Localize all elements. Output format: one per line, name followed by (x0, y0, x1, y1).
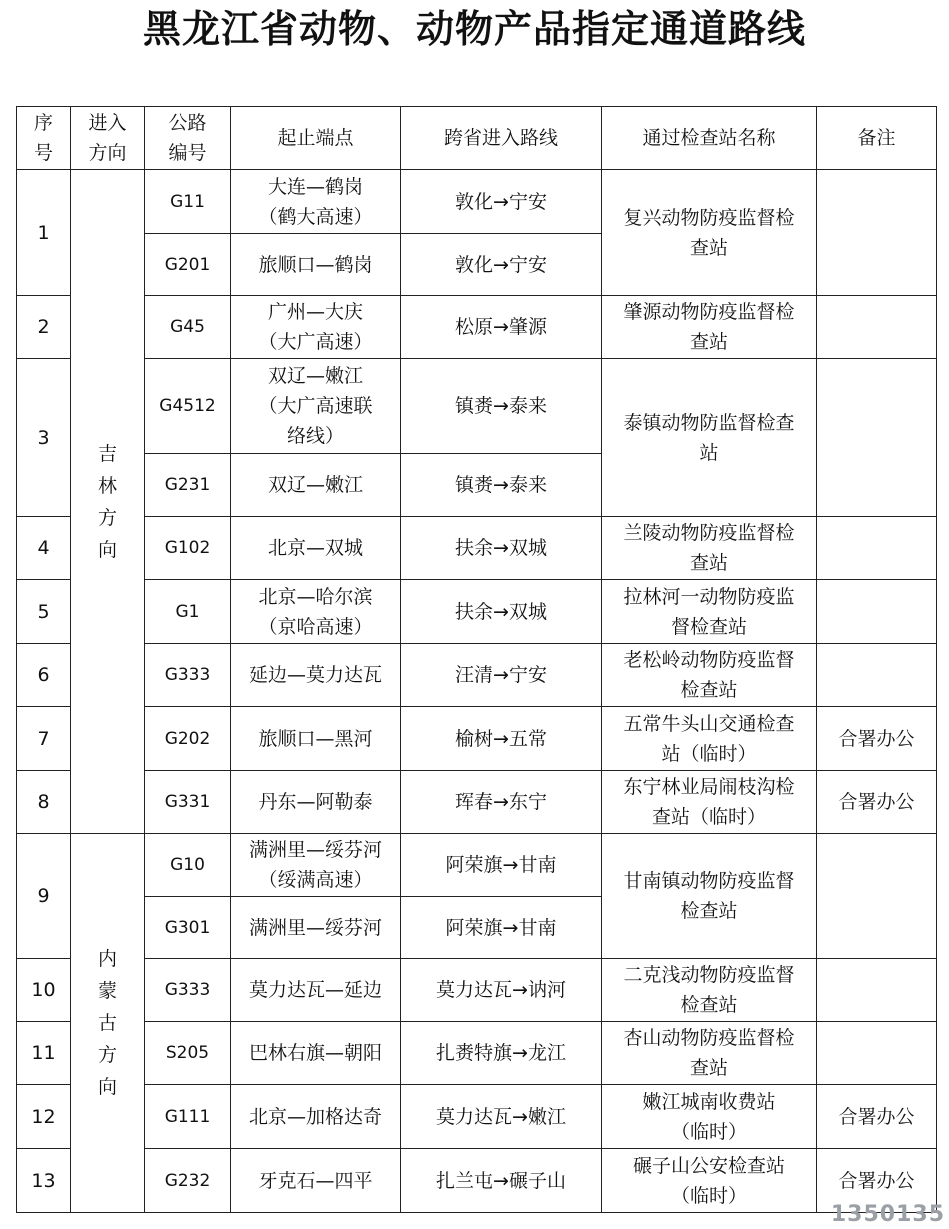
cell-road-code: G4512 (145, 359, 231, 454)
cell-station: 泰镇动物防监督检查 站 (602, 359, 817, 517)
cell-route: 扎赉特旗→龙江 (401, 1022, 602, 1085)
cell-road-code: G231 (145, 454, 231, 517)
cell-endpoints: 巴林右旗—朝阳 (231, 1022, 401, 1085)
cell-road-code: G111 (145, 1085, 231, 1149)
cell-station: 二克浅动物防疫监督 检查站 (602, 959, 817, 1022)
cell-station: 五常牛头山交通检查 站（临时） (602, 707, 817, 771)
cell-station: 东宁林业局闹枝沟检 查站（临时） (602, 771, 817, 834)
table-row (17, 1085, 937, 1149)
cell-route: 榆树→五常 (401, 707, 602, 771)
table-row (17, 296, 937, 359)
cell-seq: 2 (17, 296, 71, 359)
cell-note: 合署办公 (817, 1149, 937, 1213)
route-table (16, 106, 937, 1213)
cell-endpoints: 满洲里—绥芬河 （绥满高速） (231, 834, 401, 897)
cell-station: 兰陵动物防疫监督检 查站 (602, 517, 817, 580)
cell-endpoints: 旅顺口—黑河 (231, 707, 401, 771)
cell-endpoints: 满洲里—绥芬河 (231, 897, 401, 959)
table-row (17, 517, 937, 580)
cell-route: 阿荣旗→甘南 (401, 897, 602, 959)
cell-road-code: G301 (145, 897, 231, 959)
cell-road-code: G331 (145, 771, 231, 834)
cell-endpoints: 丹东—阿勒泰 (231, 771, 401, 834)
table-row (17, 707, 937, 771)
cell-seq: 3 (17, 359, 71, 517)
cell-route: 镇赉→泰来 (401, 359, 602, 454)
header-row (17, 107, 937, 170)
cell-station: 碾子山公安检查站 （临时） (602, 1149, 817, 1213)
cell-road-code: G232 (145, 1149, 231, 1213)
cell-station: 拉林河一动物防疫监 督检查站 (602, 580, 817, 644)
cell-route: 松原→肇源 (401, 296, 602, 359)
cell-note: 合署办公 (817, 771, 937, 834)
cell-station: 杏山动物防疫监督检 查站 (602, 1022, 817, 1085)
cell-note (817, 959, 937, 1022)
cell-note: 合署办公 (817, 707, 937, 771)
cell-station: 肇源动物防疫监督检 查站 (602, 296, 817, 359)
cell-endpoints: 北京—哈尔滨 （京哈高速） (231, 580, 401, 644)
cell-seq: 11 (17, 1022, 71, 1085)
cell-note (817, 1022, 937, 1085)
cell-road-code: G201 (145, 234, 231, 296)
header-road-code: 公路 编号 (145, 107, 231, 170)
cell-road-code: G333 (145, 644, 231, 707)
cell-route: 莫力达瓦→讷河 (401, 959, 602, 1022)
watermark: 1350135 (830, 1202, 945, 1227)
cell-note (817, 296, 937, 359)
cell-route: 扶余→双城 (401, 517, 602, 580)
cell-note (817, 644, 937, 707)
cell-direction: 内 蒙 古 方 向 (71, 834, 145, 1213)
cell-road-code: G10 (145, 834, 231, 897)
header-route: 跨省进入路线 (401, 107, 602, 170)
cell-station: 甘南镇动物防疫监督 检查站 (602, 834, 817, 959)
header-seq: 序 号 (17, 107, 71, 170)
header-note: 备注 (817, 107, 937, 170)
cell-road-code: S205 (145, 1022, 231, 1085)
cell-seq: 4 (17, 517, 71, 580)
cell-endpoints: 北京—双城 (231, 517, 401, 580)
cell-route: 莫力达瓦→嫩江 (401, 1085, 602, 1149)
cell-route: 扎兰屯→碾子山 (401, 1149, 602, 1213)
cell-note (817, 170, 937, 296)
table-row (17, 170, 937, 234)
header-direction: 进入 方向 (71, 107, 145, 170)
cell-endpoints: 旅顺口—鹤岗 (231, 234, 401, 296)
table-row (17, 580, 937, 644)
cell-note (817, 580, 937, 644)
cell-note (817, 834, 937, 959)
cell-endpoints: 大连—鹤岗 （鹤大高速） (231, 170, 401, 234)
cell-road-code: G45 (145, 296, 231, 359)
cell-route: 汪清→宁安 (401, 644, 602, 707)
cell-endpoints: 延边—莫力达瓦 (231, 644, 401, 707)
table-row (17, 834, 937, 897)
cell-endpoints: 牙克石—四平 (231, 1149, 401, 1213)
cell-station: 老松岭动物防疫监督 检查站 (602, 644, 817, 707)
cell-route: 敦化→宁安 (401, 234, 602, 296)
cell-route: 阿荣旗→甘南 (401, 834, 602, 897)
cell-direction: 吉 林 方 向 (71, 170, 145, 834)
header-endpoints: 起止端点 (231, 107, 401, 170)
page-title: 黑龙江省动物、动物产品指定通道路线 (142, 7, 806, 51)
table-row (17, 1022, 937, 1085)
cell-road-code: G1 (145, 580, 231, 644)
cell-seq: 13 (17, 1149, 71, 1213)
cell-endpoints: 广州—大庆 （大广高速） (231, 296, 401, 359)
cell-seq: 7 (17, 707, 71, 771)
cell-road-code: G102 (145, 517, 231, 580)
cell-endpoints: 双辽—嫩江 (231, 454, 401, 517)
cell-seq: 1 (17, 170, 71, 296)
cell-endpoints: 双辽—嫩江 （大广高速联 络线） (231, 359, 401, 454)
cell-seq: 10 (17, 959, 71, 1022)
cell-seq: 6 (17, 644, 71, 707)
cell-seq: 12 (17, 1085, 71, 1149)
cell-note (817, 359, 937, 517)
cell-route: 镇赉→泰来 (401, 454, 602, 517)
cell-road-code: G11 (145, 170, 231, 234)
cell-station: 复兴动物防疫监督检 查站 (602, 170, 817, 296)
cell-route: 扶余→双城 (401, 580, 602, 644)
cell-road-code: G333 (145, 959, 231, 1022)
cell-station: 嫩江城南收费站 （临时） (602, 1085, 817, 1149)
cell-road-code: G202 (145, 707, 231, 771)
table-row (17, 1149, 937, 1213)
cell-note (817, 517, 937, 580)
table-row (17, 771, 937, 834)
cell-route: 珲春→东宁 (401, 771, 602, 834)
cell-endpoints: 北京—加格达奇 (231, 1085, 401, 1149)
table-row (17, 359, 937, 454)
table-row (17, 959, 937, 1022)
cell-note: 合署办公 (817, 1085, 937, 1149)
header-station: 通过检查站名称 (602, 107, 817, 170)
cell-endpoints: 莫力达瓦—延边 (231, 959, 401, 1022)
table-row (17, 644, 937, 707)
cell-seq: 9 (17, 834, 71, 959)
cell-route: 敦化→宁安 (401, 170, 602, 234)
cell-seq: 8 (17, 771, 71, 834)
cell-seq: 5 (17, 580, 71, 644)
